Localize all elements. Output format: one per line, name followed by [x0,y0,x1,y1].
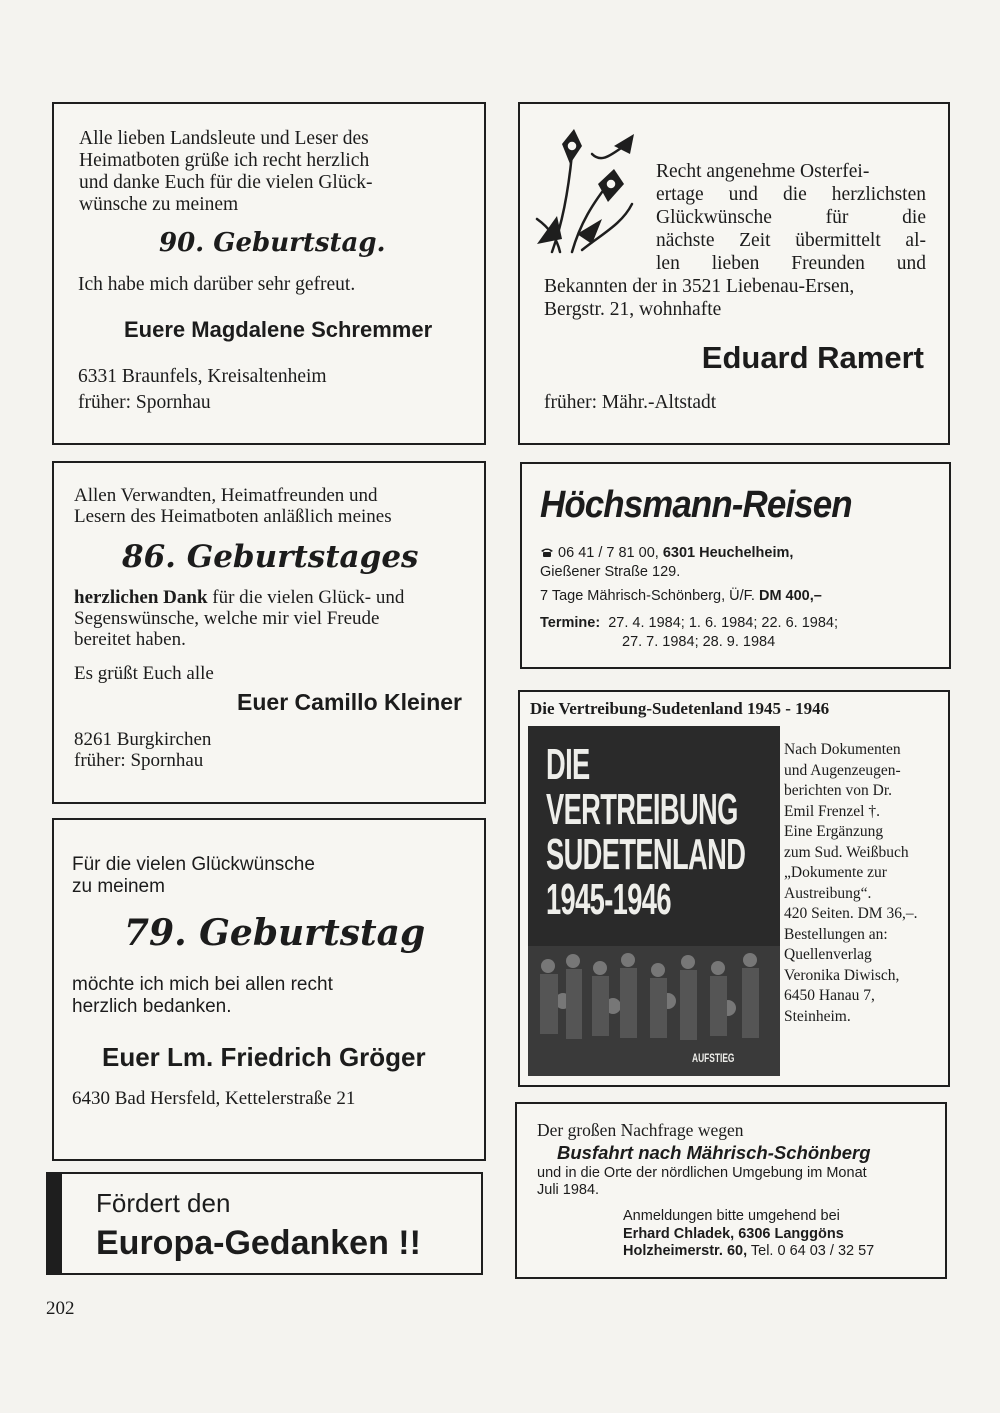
ad-europa [46,1172,483,1275]
ad-schremmer-intro [79,128,372,216]
daffodil-illustration-icon [532,124,642,259]
address: 8261 Burgkirchen [74,729,212,750]
signature: Euer Camillo Kleiner [237,689,462,715]
text-line: Glückwünsche für die [656,207,926,228]
text-line: herzlich bedanken. [72,996,232,1017]
phone-number: 06 41 / 7 81 00, [558,545,659,561]
text-line: nächste Zeit übermittelt al- [656,230,926,251]
signature: Euere Magdalene Schremmer [124,317,433,342]
origin: früher: Spornhau [78,392,211,413]
tour-offer [540,588,822,604]
text-line: Bestellungen an: [784,925,888,943]
page-number: 202 [46,1298,75,1319]
bus-trip-details [537,1165,867,1199]
contact-name: Erhard Chladek, 6306 Langgöns [623,1225,844,1242]
text-line: Segenswünsche, welche mir viel Freude [74,608,380,629]
cover-line: SUDETENLAND [546,830,746,879]
text-line: Heimatboten grüße ich recht herzlich [79,150,370,171]
text-line: Bekannten der in 3521 Liebenau-Ersen, [544,276,855,297]
text-line: Juli 1984. [537,1182,600,1198]
text-line: und danke Euch für die vielen Glück- [79,172,373,193]
text-line: und in die Orte der nördlichen Umgebung im Monat [537,1165,867,1181]
address: 6331 Braunfels, Kreisaltenheim [78,366,327,387]
ad-schremmer [52,102,486,445]
text-line: 420 Seiten. DM 36,–. [784,905,918,922]
ad-ramert [518,102,950,445]
text-line: Steinheim. [784,1007,851,1025]
address: 6430 Bad Hersfeld, Kettelerstraße 21 [72,1088,356,1109]
text-line: Recht angenehme Osterfei- [656,161,870,182]
text-line: Quellenverlag [784,946,872,963]
text-line: Nach Dokumenten [784,741,901,758]
company-street: Gießener Straße 129. [540,564,681,580]
text-line: Der großen Nachfrage wegen [537,1120,744,1140]
ad-groeger-intro [72,854,315,898]
signature: Eduard Ramert [701,340,924,375]
ad-ramert-address-lines [544,275,854,321]
text-line: Lesern des Heimatboten anläßlich meines [74,506,392,527]
text-line: Austreibung“. [784,884,872,902]
publisher-mark: AUFSTIEG [692,1051,735,1065]
text-line: Anmeldungen bitte umgehend bei [623,1208,840,1224]
cover-line: 1945-1946 [546,875,671,924]
text-line: Alle lieben Landsleute und Leser des [79,128,369,149]
text-line: ertage und die herzlichsten [656,184,926,205]
origin: früher: Spornhau [74,750,204,771]
ad-ramert-greeting [656,160,926,275]
text-line: „Dokumente zur [784,864,887,881]
occasion-heading: 79. Geburtstag [124,912,426,954]
dates-list: 27. 4. 1984; 1. 6. 1984; 22. 6. 1984; [608,615,839,631]
company-city: 6301 Heuchelheim, [662,545,794,561]
company-contact [540,544,793,582]
crowd-photo-icon [528,946,780,1076]
bus-trip-title: Busfahrt nach Mährisch-Schönberg [557,1142,871,1163]
tour-description: 7 Tage Mährisch-Schönberg, Ü/F. [540,588,755,604]
ad-kleiner-intro [74,485,392,527]
dates-list: 27. 7. 1984; 28. 9. 1984 [622,634,776,650]
text-line: wünsche zu meinem [79,194,239,215]
dates-label: Termine: [540,615,601,631]
ad-groeger-thanks [72,974,333,1018]
ad-busfahrt [515,1102,947,1279]
ad-kleiner-thanks [74,587,404,650]
accent-bar [46,1172,62,1275]
ad-kleiner-address [74,729,211,771]
text-line: Eine Ergänzung [784,823,884,840]
book-cover [528,726,780,1076]
bus-trip-contact [623,1208,874,1261]
text-line: Veronika Diwisch, [784,966,900,984]
text-line: bereitet haben. [74,629,186,650]
company-title: Höchsmann-Reisen [540,484,852,526]
ad-groeger [52,818,486,1161]
greeting: Es grüßt Euch alle [74,663,214,684]
book-description [784,740,917,1027]
contact-phone: Tel. 0 64 03 / 32 57 [750,1243,875,1259]
cover-line: VERTREIBUNG [546,785,738,834]
tour-dates [540,614,932,652]
ad-kleiner [52,461,486,804]
text-line: berichten von Dr. [784,782,893,799]
text-line: Bergstr. 21, wohnhafte [544,299,722,320]
text-line: Allen Verwandten, Heimatfreunden und [74,485,378,506]
text-line: Emil Frenzel †. [784,802,880,820]
tour-price: DM 400,– [758,588,822,604]
ad-book-vertreibung [518,690,950,1087]
text-line: 6450 Hanau 7, [784,987,875,1004]
thanks-text: Ich habe mich darüber sehr gefreut. [78,274,356,295]
text-line: len lieben Freunden und [656,253,926,274]
signature: Euer Lm. Friedrich Gröger [102,1042,426,1072]
text-line: zum Sud. Weißbuch [784,843,909,861]
slogan-line-1: Fördert den [96,1188,231,1218]
origin: früher: Mähr.-Altstadt [544,392,717,413]
text-line: zu meinem [72,876,165,897]
cover-line: DIE [546,740,590,789]
slogan-line-2: Europa-Gedanken !! [96,1224,421,1262]
thanks-bold: herzlichen Dank [74,587,208,608]
text-line: Für die vielen Glückwünsche [72,854,315,875]
occasion-heading: 86. Geburtstages [122,539,419,575]
book-header: Die Vertreibung-Sudetenland 1945 - 1946 [530,699,830,718]
text-line: möchte ich mich bei allen recht [72,974,333,995]
contact-street: Holzheimerstr. 60, [623,1243,748,1259]
occasion-heading: 90. Geburtstag. [159,228,386,258]
book-cover-title [546,742,745,922]
text-line: für die vielen Glück- und [212,587,405,608]
text-line: und Augenzeugen- [784,761,901,779]
ad-hoechsmann-reisen [520,462,951,669]
telephone-icon [540,547,554,558]
